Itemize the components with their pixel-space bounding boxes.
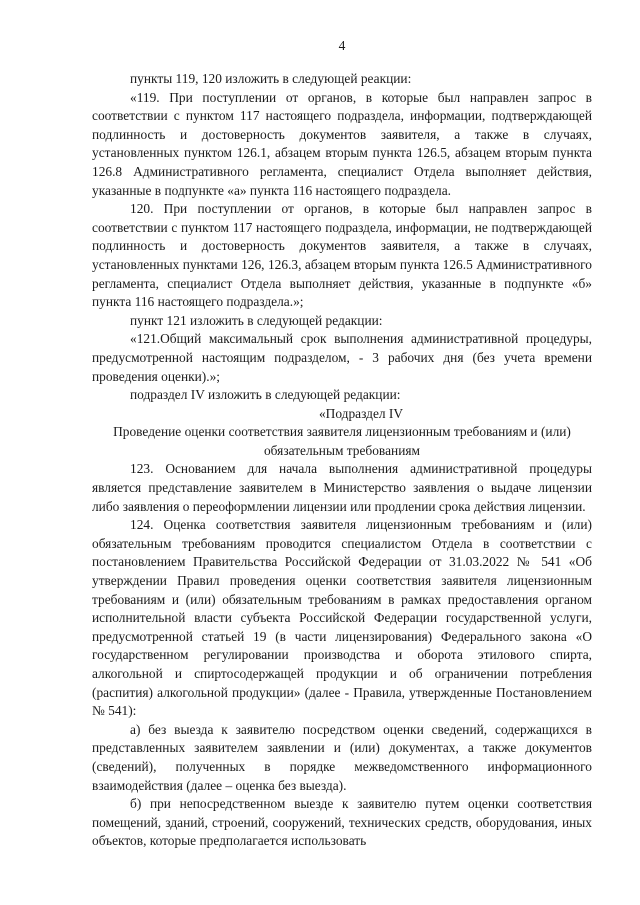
paragraph-intro-119-120: пункты 119, 120 изложить в следующей реакции:	[130, 71, 412, 86]
paragraph-123: 123. Основанием для начала выполнения административной процедуры является представление заявителем в Министерство заявления о выдаче лицензии либо заявления о переоформлении лицензии или продлении срока действия лицензии.	[92, 461, 592, 514]
paragraph-119: «119. При поступлении от органов, в которые был направлен запрос в соответствии с пунктом 117 настоящего подраздела, информации, подтверждающей подлинность и достоверность документов заявителя, а также в случаях, установленных пунктом 126.1, абзацем вторым пункта 126.5, абзацем вторым пункта 126.8 Административного регламента, специалист Отдела выполняет действия, указанные в подпункте «а» пункта 116 настоящего подраздела.	[92, 89, 592, 198]
paragraph-124: 124. Оценка соответствия заявителя лицензионным требованиям и (или) обязательным требованиям проводится специалистом Отдела в соответствии с постановлением Правительства Российской Федерации от 31.03.2022 № 541 «Об утверждении Правил проведения оценки соответствия заявителя лицензионным требованиям и (или) обязательным требованиям в рамках предоставления органом исполнительной власти субъекта Российской Федерации государственной услуги, предусмотренной статьей 19 (в части лицензирования) Федерального закона «О государственном регулировании производства и оборота этилового спирта, алкогольной и спиртосодержащей продукции и об ограничении потребления (распития) алкогольной продукции» (далее - Правила, утвержденные Постановлением № 541):	[92, 517, 592, 719]
section-heading: «Подраздел IV	[318, 405, 404, 421]
page-number: 4	[338, 38, 346, 53]
paragraph-121: «121.Общий максимальный срок выполнения административной процедуры, предусмотренной настоящим подразделом, - 3 рабочих дня (без учета времени проведения оценки).»;	[92, 331, 592, 384]
paragraph-124-a: а) без выезда к заявителю посредством оценки сведений, содержащихся в представленных заявителем заявлении и (или) документах, а также документов (сведений), полученных в порядке межведомственного информационного взаимодействия (далее – оценка без выезда).	[92, 721, 592, 793]
section-title: Проведение оценки соответствия заявителя лицензионным требованиям и (или) обязательным требованиям	[113, 424, 571, 458]
paragraph-intro-subsection-iv: подраздел IV изложить в следующей редакции:	[130, 387, 401, 403]
paragraph-intro-121: пункт 121 изложить в следующей редакции:	[130, 312, 383, 328]
paragraph-124-b: б) при непосредственном выезде к заявителю путем оценки соответствия помещений, зданий, строений, сооружений, технических средств, оборудования, иных объектов, которые предполагается использовать	[92, 796, 592, 849]
paragraph-120: 120. При поступлении от органов, в которые был направлен запрос в соответствии с пунктом 117 настоящего подраздела, информации, не подтверждающей подлинность и достоверность документов заявителя, а также в случаях, установленных пунктами 126, 126.3, абзацем вторым пункта 126.5 Административного регламента, специалист Отдела выполняет действия, указанные в подпункте «б» пункта 116 настоящего подраздела.»;	[92, 201, 592, 310]
document-body	[92, 70, 592, 851]
